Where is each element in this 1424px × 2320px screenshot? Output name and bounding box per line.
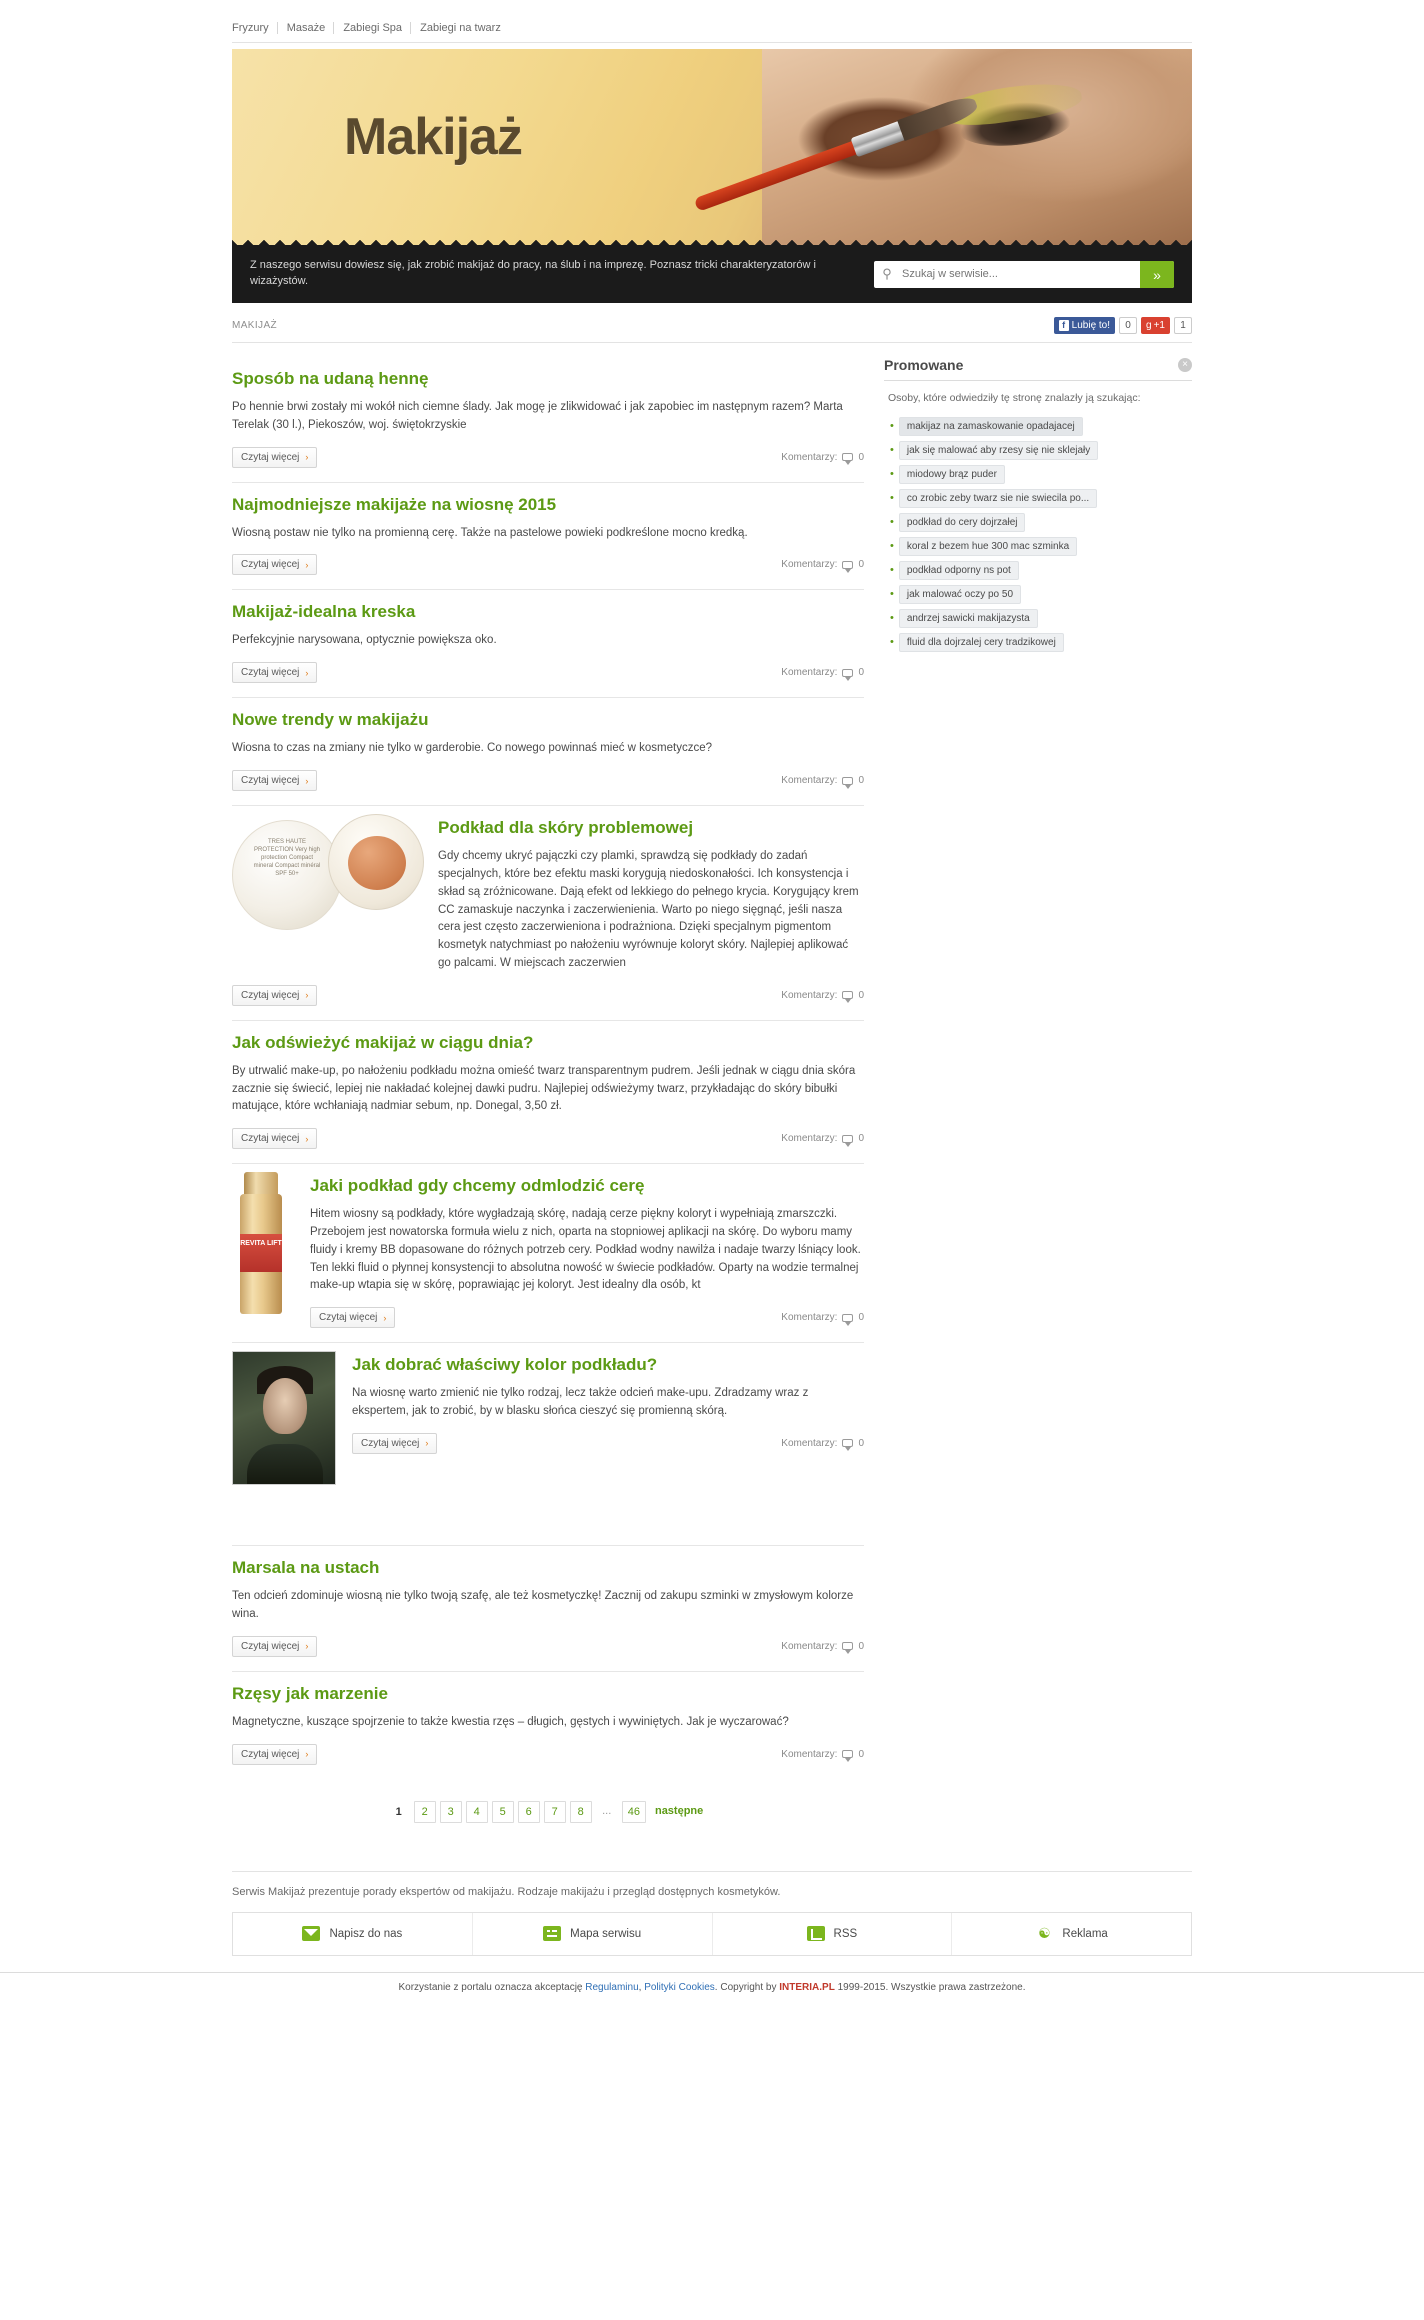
article-meta	[310, 1305, 864, 1336]
chevron-right-icon: ›	[305, 1133, 309, 1144]
comment-bubble-icon	[842, 1439, 853, 1447]
brand-label: INTERIA.PL	[779, 1981, 835, 1993]
comment-bubble-icon	[842, 561, 853, 569]
site-description: Z naszego serwisu dowiesz się, jak zrobić makijaż do pracy, na ślub i na imprezę. Poznasz tricki charakteryzatorów i wizażystów.	[250, 259, 816, 287]
pagination	[232, 1779, 864, 1837]
article-title[interactable]: Marsala na ustach	[232, 1558, 380, 1578]
article-thumbnail-serum	[232, 1172, 294, 1332]
read-more-label: Czytaj więcej	[241, 667, 300, 679]
page-button-6[interactable]: 6	[518, 1801, 540, 1823]
keyword-label: miodowy brąz puder	[899, 465, 1005, 484]
article-meta	[232, 1634, 864, 1665]
footer-link-label: RSS	[833, 1927, 858, 1940]
comments-count	[781, 667, 864, 678]
chevron-right-icon: ›	[305, 559, 309, 570]
legal-suffix: 1999-2015. Wszystkie prawa zastrzeżone.	[837, 1981, 1026, 1993]
next-page-button[interactable]: następne	[650, 1801, 708, 1823]
article-body: Wiosną postaw nie tylko na promienną cerę. Także na pastelowe powieki podkreślone mocno kredką.	[232, 526, 748, 539]
google-plus-icon: g	[1146, 320, 1152, 331]
chevron-right-icon: ›	[305, 990, 309, 1001]
mail-icon	[302, 1926, 320, 1941]
hero-banner	[232, 49, 1192, 303]
social-buttons	[1054, 317, 1192, 334]
product-label-text: REVITA LIFT	[240, 1234, 282, 1272]
comments-label: Komentarzy:	[781, 1133, 838, 1145]
comments-value: 0	[858, 1312, 864, 1324]
promoted-keyword-list	[884, 417, 1192, 652]
page-button-4[interactable]: 4	[466, 1801, 488, 1823]
comments-value: 0	[858, 559, 864, 571]
read-more-button[interactable]	[232, 554, 317, 575]
footer-links	[232, 1912, 1192, 1956]
article-title[interactable]: Podkład dla skóry problemowej	[438, 818, 694, 838]
nav-item-zabiegi-na-twarz[interactable]: Zabiegi na twarz	[420, 22, 501, 34]
legal-mid: . Copyright by	[714, 1981, 777, 1993]
comments-count	[781, 1133, 864, 1144]
read-more-label: Czytaj więcej	[241, 989, 300, 1001]
read-more-button[interactable]	[310, 1307, 395, 1328]
article-body: Ten odcień zdominuje wiosną nie tylko twoją szafę, ale też kosmetyczkę! Zacznij od zakupu szminki w zmysłowym kolorze wina.	[232, 1590, 854, 1621]
footer-link-sitemap[interactable]	[473, 1913, 713, 1955]
read-more-label: Czytaj więcej	[241, 1748, 300, 1760]
article-body: Hitem wiosny są podkłady, które wygładzają skórę, nadają cerze piękny koloryt i wypełniają zmarszczki. Przebojem jest nowatorska formuła wielu z nich, oparta na stopniowej aplikacji na skórę. Do wyboru mamy fluidy i kremy BB dopasowane do różnych potrzeb cery. Podkład wodny nawilża i nadaje twarzy lśniący look. Ten lekki fluid o płynnej konsystencji to absolutna nowość w świecie podkładów. Oparty na wodzie termalnej make-up wtapia się w skórę, poprawiając jej koloryt. Jest idealny dla osób, kt	[310, 1208, 861, 1292]
bullet-icon: •	[890, 540, 894, 553]
read-more-label: Czytaj więcej	[241, 559, 300, 571]
facebook-like-count: 0	[1119, 317, 1137, 334]
map-icon	[543, 1926, 561, 1941]
comment-bubble-icon	[842, 1314, 853, 1322]
facebook-icon: f	[1059, 320, 1069, 331]
read-more-button[interactable]	[232, 1744, 317, 1765]
article-body: Gdy chcemy ukryć pajączki czy plamki, sprawdzą się podkłady do zadań specjalnych, które bez efektu maski korygują niedoskonałości. Ich konsystencja i skład są zróżnicowane. Dają efekt od lekkiego do pełnego krycia. Korygujący krem CC zamaskuje naczynka i zaczerwienienia. Warto po niego sięgnąć, jeśli nasza cera jest często zaczerwieniona i podrażniona. Dzięki specjalnym pigmentom kosmetyk natychmiast po nałożeniu wyrównuje koloryt skóry. Najlepiej aplikować go palcami. W miejscach zaczerwien	[438, 850, 859, 969]
article-title[interactable]: Makijaż-idealna kreska	[232, 602, 416, 622]
keyword-label: jak malować oczy po 50	[899, 585, 1021, 604]
bullet-icon: •	[890, 564, 894, 577]
comments-value: 0	[858, 775, 864, 787]
page-button-5[interactable]: 5	[492, 1801, 514, 1823]
article-body: Wiosna to czas na zmiany nie tylko w garderobie. Co nowego powinnaś mieć w kosmetyczce?	[232, 742, 713, 755]
read-more-label: Czytaj więcej	[361, 1437, 420, 1449]
article-meta	[232, 983, 864, 1014]
bullet-icon: •	[890, 444, 894, 457]
read-more-label: Czytaj więcej	[319, 1312, 378, 1324]
content-area	[232, 357, 1192, 1837]
keyword-label: podkład odporny ns pot	[899, 561, 1019, 580]
list-item[interactable]	[890, 441, 1192, 460]
list-item[interactable]	[890, 489, 1192, 508]
article-title[interactable]: Najmodniejsze makijaże na wiosnę 2015	[232, 494, 557, 514]
comment-bubble-icon	[842, 1750, 853, 1758]
comments-count	[781, 1749, 864, 1760]
article-meta	[232, 768, 864, 799]
read-more-button[interactable]	[232, 770, 317, 791]
article-item	[232, 1343, 864, 1546]
nav-item-fryzury[interactable]: Fryzury	[232, 22, 278, 34]
bullet-icon: •	[890, 420, 894, 433]
list-item[interactable]	[890, 633, 1192, 652]
sidebar	[884, 357, 1192, 1837]
legal-bar	[0, 1972, 1424, 2005]
read-more-label: Czytaj więcej	[241, 775, 300, 787]
comments-label: Komentarzy:	[781, 667, 838, 679]
comments-count	[781, 559, 864, 570]
comments-value: 0	[858, 1748, 864, 1760]
list-item[interactable]	[890, 417, 1192, 436]
read-more-label: Czytaj więcej	[241, 451, 300, 463]
article-title[interactable]: Rzęsy jak marzenie	[232, 1683, 388, 1703]
keyword-label: fluid dla dojrzalej cery tradzikowej	[899, 633, 1064, 652]
comment-bubble-icon	[842, 777, 853, 785]
comment-bubble-icon	[842, 1135, 853, 1143]
facebook-like-button[interactable]	[1054, 317, 1115, 334]
comments-label: Komentarzy:	[781, 451, 838, 463]
hero-image	[232, 49, 1192, 245]
comments-count	[781, 1641, 864, 1652]
article-item	[232, 1546, 864, 1672]
comments-label: Komentarzy:	[781, 1437, 838, 1449]
promoted-title: Promowane	[884, 357, 964, 373]
keyword-label: jak się malować aby rzesy się nie sklejały	[899, 441, 1098, 460]
chevron-right-icon: ›	[305, 452, 309, 463]
read-more-button[interactable]	[232, 1636, 317, 1657]
makeup-brush-icon	[692, 90, 983, 217]
article-body: Na wiosnę warto zmienić nie tylko rodzaj, lecz także odcień make-upu. Zdradzamy wraz z ekspertem, jak to zrobić, by w blasku słońca cieszyć się promienną skórą.	[352, 1387, 809, 1418]
read-more-button[interactable]	[232, 447, 317, 468]
chevron-right-icon: ›	[305, 1749, 309, 1760]
read-more-label: Czytaj więcej	[241, 1133, 300, 1145]
comments-count	[781, 990, 864, 1001]
article-meta	[232, 1742, 864, 1773]
read-more-label: Czytaj więcej	[241, 1640, 300, 1652]
search-submit-button[interactable]: »	[1140, 261, 1174, 288]
comments-label: Komentarzy:	[781, 775, 838, 787]
footer-link-rss[interactable]	[713, 1913, 953, 1955]
footer-note: Serwis Makijaż prezentuje porady ekspertów od makijażu. Rodzaje makijażu i przegląd dostępnych kosmetyków.	[232, 1871, 1192, 1898]
article-meta	[352, 1431, 864, 1462]
page-button-last[interactable]: 46	[622, 1801, 646, 1823]
keyword-label: co zrobic zeby twarz sie nie swiecila po...	[899, 489, 1097, 508]
article-title[interactable]: Nowe trendy w makijażu	[232, 710, 429, 730]
article-body: Magnetyczne, kuszące spojrzenie to także kwestia rzęs – długich, gęstych i wywiniętych. Jak je wyczarować?	[232, 1715, 789, 1728]
chevron-right-icon: ›	[383, 1312, 387, 1323]
promoted-intro: Osoby, które odwiedziły tę stronę znalazły ją szukając:	[888, 392, 1141, 404]
keyword-label: podkład do cery dojrzałej	[899, 513, 1026, 532]
list-item[interactable]	[890, 513, 1192, 532]
comments-value: 0	[858, 1437, 864, 1449]
comments-value: 0	[858, 1640, 864, 1652]
bullet-icon: •	[890, 516, 894, 529]
promoted-header	[884, 357, 1192, 381]
comments-count	[781, 775, 864, 786]
comments-label: Komentarzy:	[781, 559, 838, 571]
article-body: By utrwalić make-up, po nałożeniu podkładu można omieść twarz transparentnym pudrem. Jeśli jednak w ciągu dnia skóra zacznie się świecić, lepiej nie nakładać kolejnej dawki pudru. Najlepiej odświeżymy twarz, przykładając do skóry bibułki matujące, które wchłaniają nadmiar sebum, np. Donegal, 3,50 zł.	[232, 1064, 856, 1113]
comments-value: 0	[858, 667, 864, 679]
site-title: Makijaż	[344, 108, 522, 166]
comments-label: Komentarzy:	[781, 1640, 838, 1652]
keyword-label: andrzej sawicki makijazysta	[899, 609, 1038, 628]
close-icon[interactable]: ×	[1178, 358, 1192, 372]
page-button-2[interactable]: 2	[414, 1801, 436, 1823]
article-list	[232, 357, 864, 1837]
nav-item-zabiegi-spa[interactable]: Zabiegi Spa	[343, 22, 411, 34]
comment-bubble-icon	[842, 669, 853, 677]
read-more-button[interactable]	[352, 1433, 437, 1454]
comment-bubble-icon	[842, 1642, 853, 1650]
comments-value: 0	[858, 989, 864, 1001]
top-navigation	[232, 0, 1192, 43]
article-title[interactable]: Jak odświeżyć makijaż w ciągu dnia?	[232, 1032, 534, 1052]
read-more-button[interactable]	[232, 1128, 317, 1149]
article-thumbnail-portrait	[232, 1351, 336, 1485]
bullet-icon: •	[890, 636, 894, 649]
read-more-button[interactable]	[232, 662, 317, 683]
search-box[interactable]	[874, 261, 1174, 288]
comments-value: 0	[858, 451, 864, 463]
chevron-right-icon: ›	[305, 667, 309, 678]
nav-item-masaze[interactable]: Masaże	[287, 22, 335, 34]
legal-separator: ,	[638, 1981, 642, 1993]
footer-link-advertising[interactable]	[952, 1913, 1191, 1955]
article-thumbnail-powder	[232, 814, 422, 934]
facebook-like-label: Lubię to!	[1071, 320, 1111, 331]
comments-value: 0	[858, 1133, 864, 1145]
keyword-label: koral z bezem hue 300 mac szminka	[899, 537, 1077, 556]
article-item	[232, 357, 864, 483]
hero-description-bar	[232, 245, 1192, 303]
list-item[interactable]	[890, 585, 1192, 604]
footer-link-label: Reklama	[1062, 1927, 1108, 1940]
breadcrumb: MAKIJAŻ	[232, 320, 278, 331]
footer-link-label: Mapa serwisu	[570, 1927, 642, 1940]
search-icon: ⚲	[882, 266, 892, 281]
article-meta	[232, 552, 864, 583]
zigzag-divider	[232, 235, 1192, 245]
comment-bubble-icon	[842, 453, 853, 461]
article-meta	[232, 1126, 864, 1157]
google-plus-label: +1	[1153, 320, 1165, 331]
comments-count	[781, 452, 864, 463]
article-item	[232, 1672, 864, 1779]
article-item	[232, 1164, 864, 1343]
article-body: Po hennie brwi zostały mi wokół nich ciemne ślady. Jak mogę je zlikwidować i jak zapobiec im następnym razem? Marta Terelak (30 l.), Piekoszów, woj. świętokrzyskie	[232, 401, 843, 431]
pagination-ellipsis: ...	[596, 1801, 618, 1823]
article-item	[232, 1021, 864, 1164]
chevron-right-icon: ›	[425, 1438, 429, 1449]
search-input[interactable]	[900, 267, 1140, 281]
article-item	[232, 483, 864, 591]
bullet-icon: •	[890, 588, 894, 601]
article-meta	[232, 445, 864, 476]
chevron-right-icon: ›	[305, 775, 309, 786]
google-plus-button[interactable]	[1141, 317, 1170, 334]
article-item	[232, 806, 864, 1021]
legal-prefix: Korzystanie z portalu oznacza akceptację	[398, 1981, 583, 1993]
article-meta	[232, 660, 864, 691]
comments-label: Komentarzy:	[781, 1748, 838, 1760]
bullet-icon: •	[890, 612, 894, 625]
terms-link[interactable]: Regulaminu	[585, 1981, 639, 1993]
keyword-label: makijaz na zamaskowanie opadajacej	[899, 417, 1083, 436]
comments-count	[781, 1312, 864, 1323]
breadcrumb-bar	[232, 315, 1192, 343]
chevron-right-icon: ›	[305, 1641, 309, 1652]
list-item[interactable]	[890, 465, 1192, 484]
article-body: Perfekcyjnie narysowana, optycznie powiększa oko.	[232, 634, 497, 647]
page-button-1[interactable]: 1	[388, 1801, 410, 1823]
read-more-button[interactable]	[232, 985, 317, 1006]
product-label-text: TRES HAUTE PROTECTION Very high protection Compact mineral Compact minéral SPF 50+	[253, 839, 321, 878]
list-item[interactable]	[890, 561, 1192, 580]
article-title[interactable]: Jaki podkład gdy chcemy odmlodzić cerę	[310, 1176, 645, 1196]
article-title[interactable]: Jak dobrać właściwy kolor podkładu?	[352, 1355, 658, 1375]
cookies-link[interactable]: Polityki Cookies	[644, 1981, 715, 1993]
comments-label: Komentarzy:	[781, 1312, 838, 1324]
comments-label: Komentarzy:	[781, 989, 838, 1001]
list-item[interactable]	[890, 609, 1192, 628]
rss-icon	[807, 1926, 825, 1941]
footer-link-contact[interactable]	[233, 1913, 473, 1955]
comment-bubble-icon	[842, 991, 853, 999]
google-plus-count: 1	[1174, 317, 1192, 334]
list-item[interactable]	[890, 537, 1192, 556]
page-button-3[interactable]: 3	[440, 1801, 462, 1823]
article-item	[232, 698, 864, 806]
page-button-8[interactable]: 8	[570, 1801, 592, 1823]
ad-icon: ☯	[1038, 1925, 1051, 1942]
page-button-7[interactable]: 7	[544, 1801, 566, 1823]
bullet-icon: •	[890, 492, 894, 505]
footer-link-label: Napisz do nas	[329, 1927, 403, 1940]
article-title[interactable]: Sposób na udaną hennę	[232, 369, 429, 388]
bullet-icon: •	[890, 468, 894, 481]
comments-count	[781, 1438, 864, 1449]
article-item	[232, 590, 864, 698]
